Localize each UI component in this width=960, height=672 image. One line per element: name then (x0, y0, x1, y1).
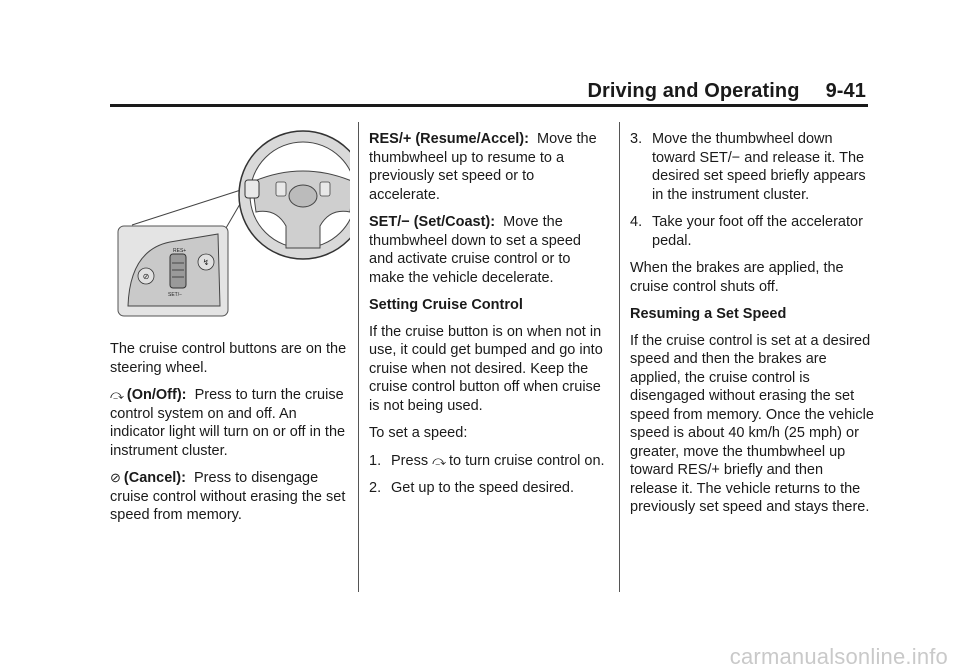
step-1-text-b: to turn cruise control on. (449, 452, 605, 469)
setting-cruise-heading: Setting Cruise Control (369, 297, 523, 313)
column-1 (110, 130, 350, 534)
watermark: carmanualsonline.info (729, 644, 948, 669)
step-4 (630, 213, 874, 250)
page-header (587, 80, 866, 103)
control-inset (118, 226, 228, 316)
cancel-label: (Cancel): (123, 470, 186, 486)
resume-paragraph: If the cruise control is set at a desired speed and then the brakes are applied, the cruise control is disengaged without erasing the set speed from memory. Once the vehicle speed is about 40 km/h (25 mph) or greater, move the thumbwheel up toward RES/+ briefly and then release it. The vehicle returns to the previously set speed and stays there. (630, 332, 874, 515)
cruise-warning-paragraph: If the cruise button is on when not in use, it could get bumped and go into cruise when not desired. Keep the cruise control button off when cruise is not being used. (369, 323, 603, 414)
step-2-number: 2. (369, 480, 382, 496)
column-2 (369, 130, 609, 507)
step-2-text: Get up to the speed desired. (391, 480, 574, 496)
res-text: Move the thumbwheel up to resume to a previously set speed or to accelerate. (369, 131, 597, 203)
res-label: RES/+ (Resume/Accel): (369, 131, 529, 147)
inset-set-label: SET/− (168, 292, 183, 298)
set-speed-lead: To set a speed: (369, 425, 468, 441)
onoff-text: Press to turn the cruise control system on and off. An indicator light will turn on or off in the instrument cluster. (110, 387, 346, 459)
column-divider-2 (619, 122, 620, 592)
cruise-control-icon: ⤼ (110, 387, 124, 402)
res-paragraph (369, 130, 609, 204)
onoff-paragraph (110, 386, 350, 460)
page-number: 9-41 (825, 80, 866, 102)
brakes-paragraph: When the brakes are applied, the cruise control shuts off. (630, 260, 844, 295)
set-text: Move the thumbwheel down to set a speed and activate cruise control or to make the vehicle decelerate. (369, 214, 581, 286)
cancel-paragraph (110, 469, 350, 525)
step-3-number: 3. (630, 131, 643, 147)
svg-text:↯: ↯ (202, 258, 210, 267)
column-divider-1 (358, 122, 359, 592)
header-rule (110, 104, 868, 107)
cancel-icon: ⊘ (110, 470, 121, 485)
step-3 (630, 130, 874, 204)
set-paragraph (369, 213, 609, 287)
step-2 (369, 479, 609, 498)
step-1-number: 1. (369, 452, 382, 469)
resuming-heading: Resuming a Set Speed (630, 306, 787, 322)
onoff-label: (On/Off): (126, 387, 187, 403)
steering-wheel-illustration (110, 130, 350, 330)
section-title: Driving and Operating (587, 80, 800, 102)
step-4-number: 4. (630, 214, 643, 230)
cancel-text: Press to disengage cruise control without erasing the set speed from memory. (110, 470, 346, 523)
step-1 (369, 452, 609, 471)
step-1-text-a: Press (391, 452, 429, 469)
svg-text:⊘: ⊘ (142, 272, 150, 281)
column-3 (630, 130, 874, 526)
inset-res-label: RES+ (173, 248, 187, 254)
step-4-text: Take your foot off the accelerator pedal. (652, 214, 863, 249)
intro-paragraph: The cruise control buttons are on the steering wheel. (110, 341, 347, 376)
steering-wheel-icon (239, 131, 350, 259)
step-3-text: Move the thumbwheel down toward SET/− and release it. The desired set speed briefly appears in the instrument cluster. (652, 131, 866, 203)
steering-wheel-figure (110, 130, 350, 330)
set-label: SET/− (Set/Coast): (369, 214, 496, 230)
cruise-control-icon: ⤼ (432, 452, 447, 468)
